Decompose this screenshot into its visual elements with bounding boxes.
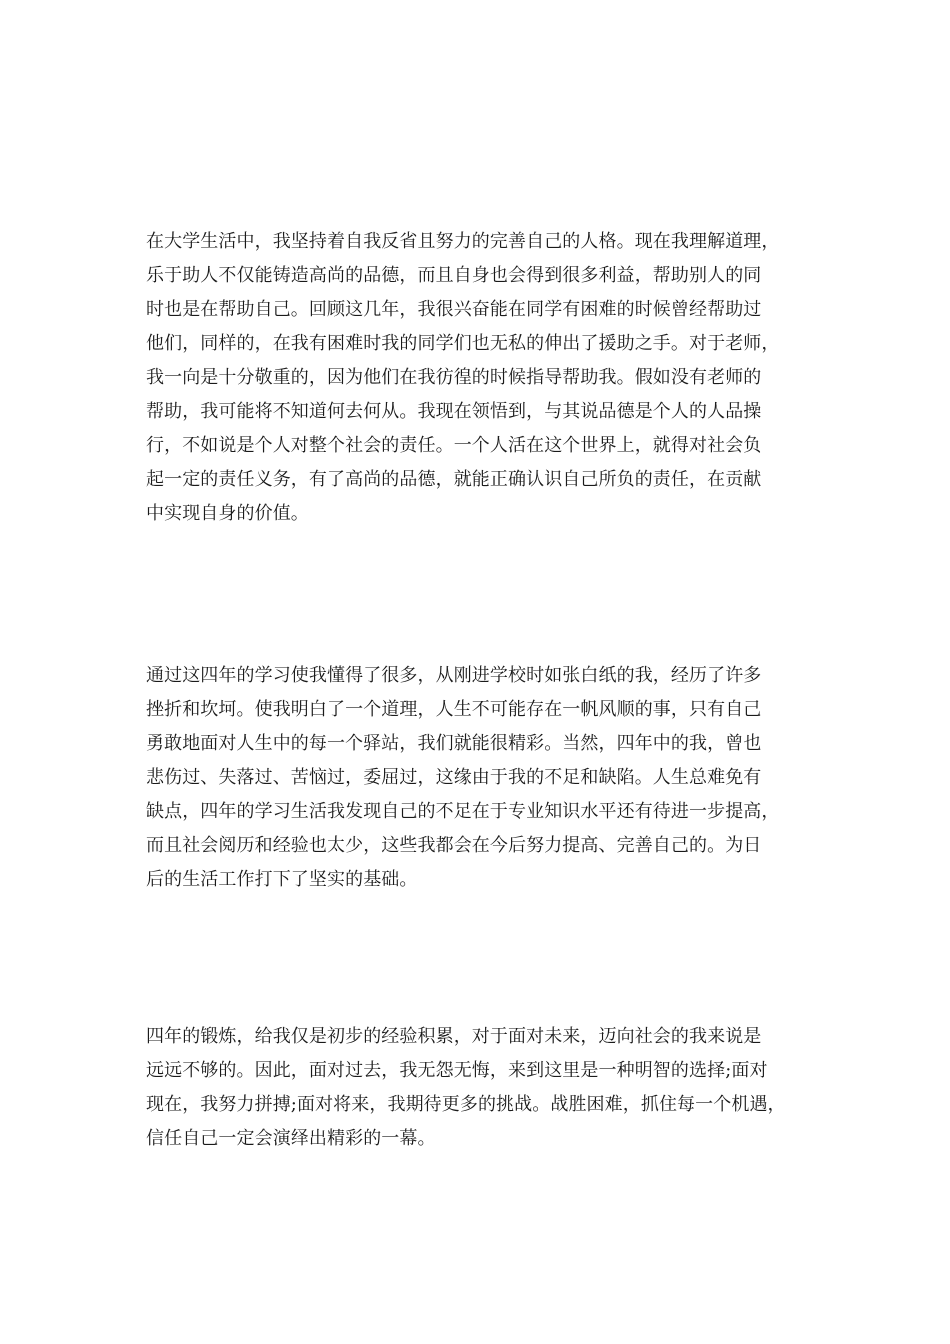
- paragraph-line: 他们，同样的，在我有困难时我的同学们也无私的伸出了援助之手。对于老师，: [146, 333, 780, 354]
- paragraph-line: 缺点，四年的学习生活我发现自己的不足在于专业知识水平还有待进一步提高，: [146, 801, 780, 822]
- paragraph-line: 现在，我努力拼搏;面对将来，我期待更多的挑战。战胜困难，抓住每一个机遇，: [146, 1094, 786, 1115]
- paragraph-line: 悲伤过、失落过、苦恼过，委屈过，这缘由于我的不足和缺陷。人生总难免有: [146, 767, 762, 788]
- paragraph-line: 信任自己一定会演绎出精彩的一幕。: [146, 1128, 436, 1149]
- paragraph-1: [146, 225, 836, 531]
- paragraph-3: [146, 1020, 836, 1156]
- paragraph-line: 在大学生活中，我坚持着自我反省且努力的完善自己的人格。现在我理解道理，: [146, 231, 780, 252]
- paragraph-2: [146, 659, 836, 897]
- paragraph-line: 行，不如说是个人对整个社会的责任。一个人活在这个世界上，就得对社会负: [146, 435, 762, 456]
- paragraph-line: 通过这四年的学习使我懂得了很多，从刚进学校时如张白纸的我，经历了许多: [146, 665, 762, 686]
- paragraph-line: 远远不够的。因此，面对过去，我无怨无悔，来到这里是一种明智的选择;面对: [146, 1060, 768, 1081]
- paragraph-line: 后的生活工作打下了坚实的基础。: [146, 869, 418, 890]
- paragraph-line: 而且社会阅历和经验也太少，这些我都会在今后努力提高、完善自己的。为日: [146, 835, 762, 856]
- paragraph-line: 中实现自身的价值。: [146, 503, 309, 524]
- paragraph-line: 帮助，我可能将不知道何去何从。我现在领悟到，与其说品德是个人的人品操: [146, 401, 762, 422]
- paragraph-line: 勇敢地面对人生中的每一个驿站，我们就能很精彩。当然，四年中的我，曾也: [146, 733, 762, 754]
- paragraph-line: 四年的锻炼，给我仅是初步的经验积累，对于面对未来，迈向社会的我来说是: [146, 1026, 762, 1047]
- paragraph-line: 挫折和坎坷。使我明白了一个道理，人生不可能存在一帆风顺的事，只有自己: [146, 699, 762, 720]
- paragraph-line: 时也是在帮助自己。回顾这几年，我很兴奋能在同学有困难的时候曾经帮助过: [146, 299, 762, 320]
- paragraph-line: 起一定的责任义务，有了高尚的品德，就能正确认识自己所负的责任，在贡献: [146, 469, 762, 490]
- paragraph-line: 我一向是十分敬重的，因为他们在我彷徨的时候指导帮助我。假如没有老师的: [146, 367, 762, 388]
- paragraph-line: 乐于助人不仅能铸造高尚的品德，而且自身也会得到很多利益，帮助别人的同: [146, 265, 762, 286]
